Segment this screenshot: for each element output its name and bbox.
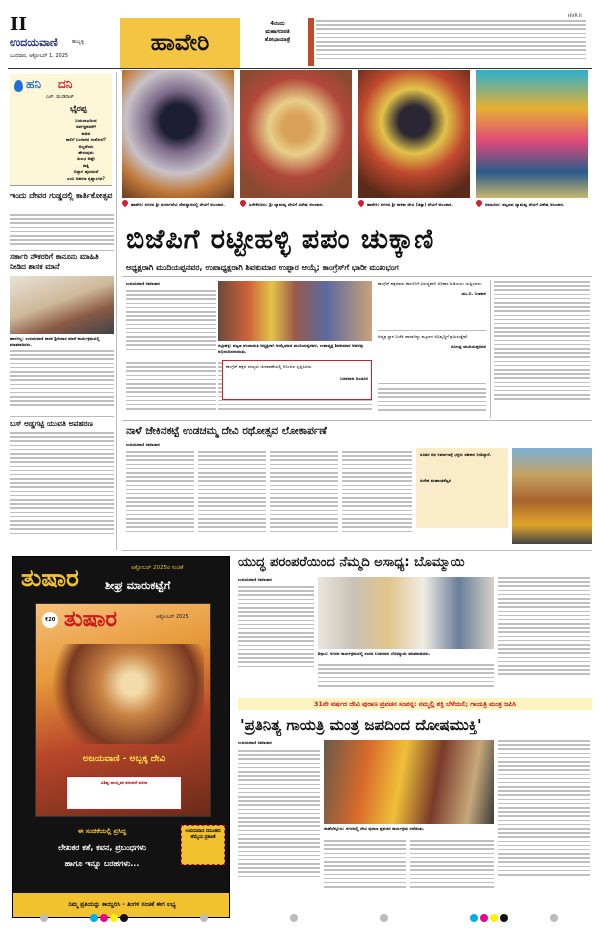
lead-body-col2 [126, 362, 216, 418]
ad-line3: ಹಾಗೂ ಇನ್ನೂ ಬರಹಗಳು... [64, 859, 140, 868]
lead-quote-text: ಅಧ್ಯಕ್ಷ ಸ್ಥಾನ ಬಿಜೆಪಿ ಪಾಲಾಗಿದ್ದು ಪಟ್ಟಣದ ಅಭಿವೃದ್ಧಿಗೆ ಶ್ರಮಿಸುತ್ತೇವೆ. [378, 334, 469, 339]
deity-strip [122, 68, 592, 218]
lead-body-col4 [378, 388, 486, 418]
column-rule [116, 72, 117, 550]
honey-title: ಭೈರಪ್ಪ [70, 104, 87, 113]
registration-mark [200, 914, 208, 922]
divider [10, 416, 114, 417]
tushara-ad [12, 556, 230, 918]
registration-mark [500, 914, 508, 922]
story-rath-col3 [270, 451, 338, 547]
poem-line: ಬಯಲಾಟದಿಂದ [75, 118, 97, 123]
registration-mark [380, 914, 388, 922]
event-line: 4ರಂದು [270, 21, 285, 27]
story-bommai-col3 [498, 577, 590, 694]
ad-issue: ಅಕ್ಟೋಬರ್ 2025ರ ಸಂಚಿಕೆ [131, 565, 184, 571]
story-rath-col2 [198, 451, 266, 547]
story-gayatri-caption: ರಾಣೆಬೆನ್ನೂರು: ನಗರದಲ್ಲಿ ದೇವಿ ಪುರಾಣ ಪ್ರವಚನ ಕಾರ್ಯಕ್ರಮ ನಡೆಯಿತು. [324, 826, 425, 831]
magazine-cover [35, 603, 211, 817]
location-pin-icon [475, 199, 483, 207]
date-line: ಬುಧವಾರ, ಅಕ್ಟೋಬರ್ 1, 2025 [10, 53, 69, 59]
lead-byline: ಉದಯವಾಣಿ ಸಮಾಚಾರ [126, 281, 160, 286]
poem-line: ಅಲ್ಲವೆಂದು [78, 143, 94, 149]
deity-caption: ಸವಣೂರು: ಪಟ್ಟಣದ ದ್ಯಾಮವ್ವ ದೇವಿಗೆ ವಿಶೇಷ ಅಲಂಕಾರ. [476, 200, 588, 208]
location-pin-icon [121, 199, 129, 207]
deity-photo [240, 70, 352, 198]
lead-photo-caption: ರಟ್ಟೀಹಳ್ಳಿ: ಪಟ್ಟಣ ಪಂಚಾಯಿತಿ ಅಧ್ಯಕ್ಷರಾಗಿ ಆಯ್ಕೆಯಾದ ಮುದಿಯಪ್ಪನವರ, ಉಪಾಧ್ಯಕ್ಷ ಶಿವಕುಮಾರ ಅವರನ್ನು ಅಭಿನಂದಿಸಲಾಯಿತು. [218, 343, 364, 354]
quote-text: ನೂತನ ರಥ ನಿರ್ಮಾಣಕ್ಕೆ ಭಕ್ತರು ಸಹಕಾರ ನೀಡಿದ್ದಾರೆ. [420, 452, 492, 457]
masthead: ಉದಯವಾಣಿ [10, 36, 58, 49]
story-mane-photo [10, 276, 114, 334]
ad-brand: ತುಷಾರ [21, 563, 79, 592]
poem-line: ಸರ್ವಜ್ಞನವರೆಗೆ [76, 124, 96, 130]
story-gayatri-banner: 31ನೇ ವರ್ಷದ ದೇವಿ ಪುರಾಣ ಪ್ರವಚನ ಸಂಪನ್ನ: ನಮ್ಮಲ್ಲಿ ಶಕ್ತಿ ಬೆಳೆಯಲಿ; ಗಾಯತ್ರಿ ಮಂತ್ರ ಜಪಿಸಿ [238, 698, 592, 710]
story-karthikotsava-body [10, 214, 114, 248]
edition-label: ಹುಬ್ಬಳ್ಳಿ [72, 39, 85, 45]
story-rath-headline: ನಾಳೆ ಜೇಕಿನಕಟ್ಟೆ ಉಡಚಮ್ಮ ದೇವಿ ರಥೋತ್ಸವ ಲೋಕಾರ್ಪಣೆ [126, 425, 327, 437]
story-rath-col4 [342, 451, 412, 547]
lead-headline: ಬಿಜೆಪಿಗೆ ರಟ್ಟೀಹಳ್ಳಿ ಪಪಂ ಚುಕ್ಕಾಣಿ [126, 224, 435, 255]
location-pin-icon [239, 199, 247, 207]
lead-quote-box [378, 334, 486, 384]
cover-illustration [44, 644, 204, 744]
registration-mark [40, 914, 48, 922]
honey-byline: ಎಚ್. ಡುಂಡಿರಾಜ್ [46, 95, 74, 100]
cover-title: ಅಜಯವಾಣಿ - ಅಬ್ಬಕ್ಕ ದೇವಿ [82, 754, 166, 764]
story-rath-byline: ಉದಯವಾಣಿ ಸಮಾಚಾರ [126, 442, 160, 447]
cover-box [66, 776, 182, 810]
ad-line1: ಈ ಸಂಚಿಕೆಯಲ್ಲಿ ಪ್ರಸಿದ್ಧ [77, 827, 127, 835]
registration-strip [0, 908, 600, 928]
story-gayatri-byline: ಉದಯವಾಣಿ ಸಮಾಚಾರ [238, 740, 272, 745]
cover-price: ₹20 [42, 612, 58, 628]
lead-subhead: ಅಧ್ಯಕ್ಷರಾಗಿ ಮುದಿಯಪ್ಪನವರ, ಉಪಾಧ್ಯಕ್ಷರಾಗಿ ಶಿವಕುಮಾರ ಉಪ್ಪಾರ ಆಯ್ಕೆ; ಕಾಂಗ್ರೆಸ್‌ಗೆ ಭಾರೀ ಮುಖಭಂಗ [126, 263, 399, 272]
story-mane-body [10, 350, 114, 414]
ad-badge: ಉದಯವಾಣಿ ಸಮೂಹದ ಹೆಮ್ಮೆಯ ಪ್ರಕಟಣೆ [181, 825, 225, 865]
ad-footer: ನಿಮ್ಮ ಪ್ರತಿಯನ್ನು ಕಾಯ್ದಿರಿಸಿ - ತಿಂಗಳ ಸಂಚಿಕೆ ಈಗ ಲಭ್ಯ [13, 893, 230, 917]
lead-quote-author: ಯು.ಬಿ. ಬಣಕಾರ [461, 291, 486, 296]
story-gayatri-photo [324, 740, 494, 824]
story-bommai-byline: ಉದಯವಾಣಿ ಸಮಾಚಾರ [238, 577, 272, 582]
lead-quote-text: ಕಾಂಗ್ರೆಸ್ ಪಕ್ಷದ ಸದಸ್ಯರು ಚುನಾವಣೆಯಲ್ಲಿ ಗೊಂದಲ ಸೃಷ್ಟಿಸಿದರು. [226, 364, 313, 369]
lead-quote-author: ಬಸವರಾಜ ದಿಂಡೂರ [340, 376, 368, 381]
lead-quote-author: ರವೀಂದ್ರ ಮುದಿಯಪ್ಪನವರ [450, 344, 486, 349]
lead-photo [218, 281, 372, 341]
registration-mark [120, 914, 128, 922]
story-gayatri-col1 [238, 750, 320, 900]
registration-mark [480, 914, 488, 922]
story-bus-body [10, 432, 114, 550]
story-karthikotsava-headline: ಇಂದು ದೇವರ ಗುಡ್ಡದಲ್ಲಿ ಕಾರ್ತಿಕೋತ್ಸವ [10, 191, 113, 200]
registration-mark [110, 914, 118, 922]
registration-mark [490, 914, 498, 922]
divider [122, 276, 592, 277]
registration-mark [470, 914, 478, 922]
lead-quote-text: ಕಾಂಗ್ರೆಸ್ ಪಕ್ಷದವರು ಕಾನೂನಿಗೆ ವಿರುದ್ಧವಾಗಿ ಅಧಿಕಾರ ಹಿಡಿಯಲು ಯತ್ನಿಸಿದರು. [378, 281, 483, 286]
story-bommai-caption: ಶಿಗ್ಗಾವಿ: ನಗರದ ಕಾರ್ಯಕ್ರಮದಲ್ಲಿ ಸಂಸದ ಬಸವರಾಜ ಬೊಮ್ಮಾಯಿ ಮಾತನಾಡಿದರು. [318, 651, 431, 656]
story-rath-quote [416, 448, 508, 528]
story-bommai-photo [318, 577, 494, 649]
cover-date: ಅಕ್ಟೋಬರ್ 2025 [156, 614, 189, 620]
column-rule [490, 280, 491, 418]
poem-line: ಸಾಕ್ಷಿ [82, 162, 90, 168]
deity-caption: ಹಾವೇರಿ: ನಗರದ ಶ್ರೀ ದುರ್ಗಾದೇವಿ ದೇವಸ್ಥಾನದಲ್ಲಿ ದೇವಿಗೆ ಅಲಂಕಾರ. [122, 200, 234, 208]
story-bus-headline: ಬಸ್ ಅಡ್ಡಗಟ್ಟಿ ಯುವತಿ ಅಪಹರಣ [10, 419, 93, 428]
honey-poem [62, 118, 110, 182]
event-promo [250, 20, 305, 44]
district-name: ಹಾವೇರಿ [120, 18, 240, 68]
deity-photo [122, 70, 234, 198]
poem-line: ಹೇಳುವುದು [78, 150, 94, 156]
story-bommai-col2 [318, 664, 494, 694]
deity-photo [358, 70, 470, 198]
honey-logo-a: ಹನಿ [26, 77, 41, 91]
deity-photo [476, 70, 588, 198]
poem-line: ಕಾಲಿಗೆ ಬಂಗಾರದ ಸಂಕೋಲೆ? [65, 137, 107, 143]
event-line: ಮಹಾಗಣಪತಿ [265, 29, 290, 35]
poem-line: ಬಿದ್ದಾಗ ಹೃದಯವೆ [73, 169, 99, 175]
event-line: ಶೋಭಾಯಾತ್ರೆ [264, 37, 291, 43]
registration-mark [90, 914, 98, 922]
registration-mark [100, 914, 108, 922]
story-mane-headline: ಸರ್ಕಾರಿ ನೌಕರರಿಗೆ ಕಾನೂನು ಮಾಹಿತಿ ನೀಡಿದ ಶಾಸಕ ಮಾನೆ [10, 252, 99, 271]
lead-quote-box [222, 360, 372, 400]
story-bommai-col1 [238, 586, 314, 682]
lead-body-col1 [126, 290, 216, 358]
story-gayatri-col4 [498, 740, 590, 900]
divider [122, 550, 592, 551]
story-gayatri-headline: 'ಪ್ರತಿನಿತ್ಯ ಗಾಯತ್ರಿ ಮಂತ್ರ ಜಪದಿಂದ ದೋಷಮುಕ್ತಿ' [240, 716, 482, 734]
drop-icon [14, 80, 23, 92]
divider [10, 250, 114, 251]
poem-line: ಸುಲಭ ಅಷ್ಟೇ [77, 156, 95, 162]
location-pin-icon [357, 199, 365, 207]
ad-line2: ಲೇಖಕರ ಕತೆ, ಕವನ, ಪ್ರಬಂಧಗಳು [57, 843, 147, 852]
page-tag: HVR II [568, 14, 582, 19]
honey-logo-b: ದನಿ [58, 77, 73, 91]
deity-caption: ಹಿರೇಕೆರೂರು: ಶ್ರೀ ದ್ಯಾಮವ್ವ ದೇವಿಗೆ ವಿಶೇಷ ಅಲಂಕಾರ. [240, 200, 352, 208]
poem-line: ಕಾಡಿದ [81, 130, 91, 136]
event-photo [308, 18, 314, 66]
divider [122, 420, 592, 421]
registration-mark [290, 914, 298, 922]
story-gayatri-col2 [324, 840, 406, 900]
ad-tagline: ಶೀಘ್ರ ಮಾರುಕಟ್ಟೆಗೆ [105, 579, 171, 592]
story-rath-col1 [126, 451, 194, 547]
story-bommai-headline: ಯುದ್ಧ ಪರಂಪರೆಯಿಂದ ನೆಮ್ಮದಿ ಅಸಾಧ್ಯ: ಬೊಮ್ಮಾಯಿ [238, 555, 465, 570]
lead-body-col5 [494, 281, 590, 418]
story-mane-caption: ಹಾನಗಲ್ಲ: ಉದಯವಾಣಿ ಶಾಸಕ ಶ್ರೀನಿವಾಸ ಮಾನೆ ಕಾರ್ಯಕ್ರಮದಲ್ಲಿ ಮಾತನಾಡಿದರು. [10, 336, 100, 347]
lead-quote-box [378, 281, 486, 331]
honey-dani-box [10, 74, 112, 186]
story-rath-photo [512, 448, 592, 544]
page-number: II [10, 14, 27, 35]
header-brief-text [316, 20, 586, 66]
poem-line: ಎಂಬ ಆವರಣ ಕೃಷ್ಣಾಂಗದ? [67, 175, 105, 181]
cover-box-text: ವಿಶಿಷ್ಟ ಸಾಂಸ್ಕೃತಿಕ ಪರಂಪರೆ ದಸರಾ [100, 780, 148, 785]
registration-mark [550, 914, 558, 922]
deity-caption: ಹಾವೇರಿ: ನಗರದ ಶ್ರೀ ಕಾಳಿಕಾ ದೇವಿ (ಚಿತ್ತಾ) ದೇವಿಗೆ ಅಲಂಕಾರ. [358, 200, 470, 208]
page-header [0, 0, 600, 70]
quote-author: ಸುರೇಶ ಮಹಾಂತಶೆಟ್ಟರ [420, 478, 452, 483]
cover-brand: ತುಷಾರ [64, 606, 118, 632]
story-gayatri-col3 [410, 840, 494, 900]
